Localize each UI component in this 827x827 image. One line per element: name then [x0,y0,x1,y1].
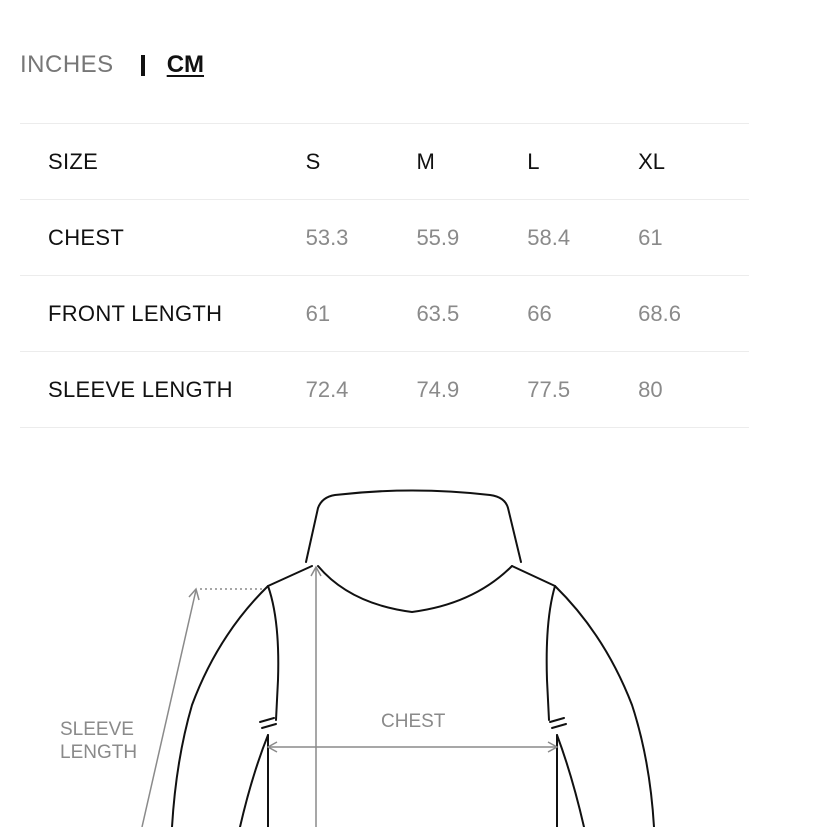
right-shoulder [512,566,654,827]
header-s: S [305,148,321,174]
header-xl: XL [638,148,666,174]
hoodie-outline [172,491,654,827]
sleeve-length-label-line2: LENGTH [60,742,138,763]
cm-option[interactable]: CM [166,51,205,78]
left-underarm-mark [260,718,276,728]
right-armhole [547,586,555,720]
cell-value: 61 [305,300,331,326]
row-label: SLEEVE LENGTH [48,376,233,402]
cell-value: 63.5 [416,300,460,326]
row-label: CHEST [48,224,125,250]
left-sleeve-inner [240,735,268,827]
hoodie-diagram [0,440,827,827]
cell-value: 66 [527,300,552,326]
table-row [20,276,749,352]
inches-option[interactable]: INCHES [20,51,114,78]
sleeve-length-label-line1: SLEEVE [60,719,134,740]
hood-opening [318,566,512,612]
cell-value: 72.4 [305,376,349,402]
page-heading-cropped [46,0,506,6]
row-label: FRONT LENGTH [48,300,223,326]
header-size: SIZE [48,148,99,174]
cell-value: 77.5 [527,376,571,402]
cell-value: 74.9 [416,376,460,402]
cell-value: 53.3 [305,224,349,250]
measurement-lines [142,567,557,827]
table-header-row [20,124,749,200]
cell-value: 68.6 [638,300,681,326]
unit-separator [141,55,145,76]
sleeve-length-line [142,590,196,827]
size-table [20,123,749,428]
cell-value: 58.4 [527,224,571,250]
table-row [20,200,749,276]
table-row [20,352,749,428]
header-l: L [527,148,540,174]
unit-toggle [20,50,204,80]
chest-label: CHEST [381,711,446,732]
cell-value: 55.9 [416,224,460,250]
right-sleeve-inner [557,735,584,827]
hood-outline [306,491,521,563]
header-m: M [416,148,435,174]
cell-value: 80 [638,376,663,402]
cell-value: 61 [638,224,663,250]
left-armhole [268,586,278,720]
right-underarm-mark [550,718,566,728]
